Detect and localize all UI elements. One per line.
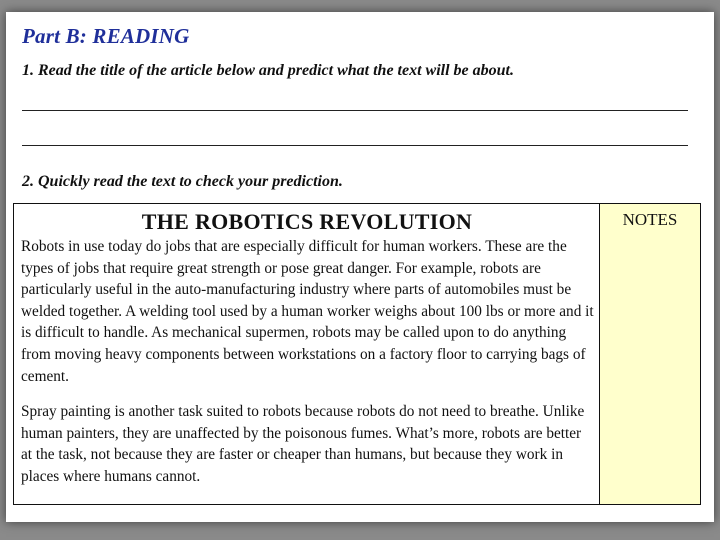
answer-line-1 (22, 110, 688, 111)
notes-column (600, 204, 700, 504)
question-2: 2. Quickly read the text to check your prediction. (22, 173, 343, 190)
article-table (13, 203, 701, 505)
question-1: 1. Read the title of the article below and predict what the text will be about. (22, 62, 514, 79)
article-paragraph-1: Robots in use today do jobs that are especially difficult for human workers. These are the types of jobs that require great strength or pose great danger. For example, robots are particularly useful in the auto-manufacturing industry where parts of automobiles must be welded together. A welding tool used by a human worker weighs about 100 lbs or more and it is difficult to handle. As mechanical supermen, robots may be called upon to do anything from moving heavy components between workstations on a factory floor to carrying bags of cement. (21, 238, 594, 385)
worksheet-page (6, 12, 714, 522)
article-column (14, 204, 600, 504)
article-body (21, 236, 595, 502)
article-paragraph-2: Spray painting is another task suited to robots because robots do not need to breathe. Unlike human painters, they are unaffected by the poisonous fumes. What’s more, robots are better at the task, not because they are faster or cheaper than humans, but because they work in places where humans cannot. (21, 403, 585, 485)
answer-line-2 (22, 145, 688, 146)
article-title: THE ROBOTICS REVOLUTION (141, 209, 473, 234)
notes-label: NOTES (622, 210, 678, 229)
section-title: Part B: READING (22, 24, 190, 48)
